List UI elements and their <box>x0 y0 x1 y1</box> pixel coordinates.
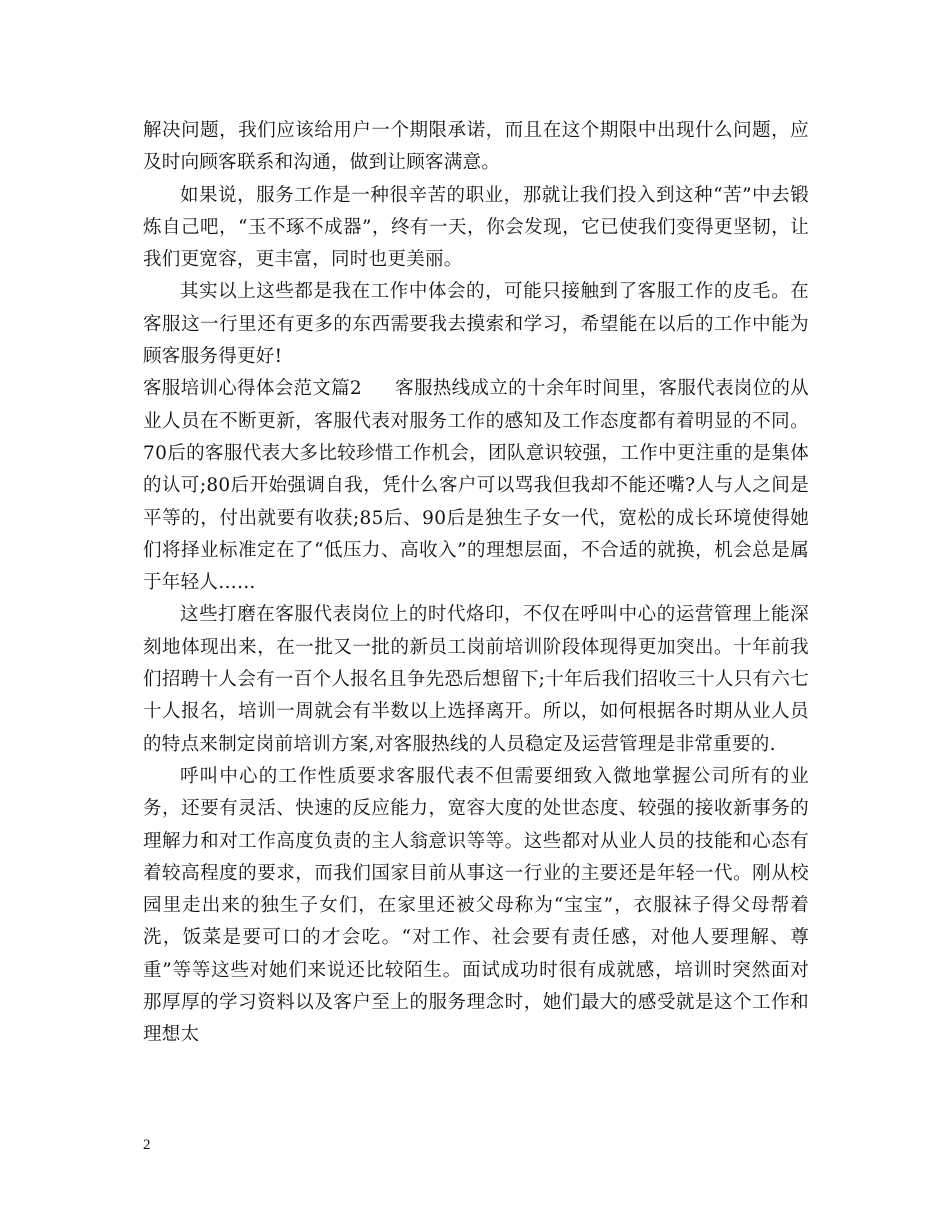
paragraph-5: 这些打磨在客服代表岗位上的时代烙印，不仅在呼叫中心的运营管理上能深刻地体现出来，在一批又一批的新员工岗前培训阶段体现得更加突出。十年前我们招聘十人会有一百个人报名且争先恐后想留下;十年后我们招收三十人只有六七十人报名，培训一周就会有半数以上选择离开。所以，如何根据各时期从业人员的特点来制定岗前培训方案,对客服热线的人员稳定及运营管理是非常重要的. <box>143 604 809 755</box>
body-text <box>143 115 809 1052</box>
paragraph-2: 如果说，服务工作是一种很辛苦的职业，那就让我们投入到这种“苦”中去锻炼自己吧，“玉不琢不成器”，终有一天，你会发现，它已使我们变得更坚韧，让我们更宽容，更丰富，同时也更美丽。 <box>143 184 809 271</box>
paragraph-4-text: 客服热线成立的十余年时间里，客服代表岗位的从业人员在不断更新，客服代表对服务工作的感知及工作态度都有着明显的不同。70后的客服代表大多比较珍惜工作机会，团队意识较强，工作中更注重的是集体的认可;80后开始强调自我，凭什么客户可以骂我但我却不能还嘴?人与人之间是平等的，付出就要有收获;85后、90后是独生子女一代，宽松的成长环境使得她们将择业标准定在了“低压力、高收入”的理想层面，不合适的就换，机会总是属于年轻人…… <box>143 378 809 594</box>
section-heading: 客服培训心得体会范文篇2 <box>143 378 362 400</box>
paragraph-1: 解决问题，我们应该给用户一个期限承诺，而且在这个期限中出现什么问题，应及时向顾客联系和沟通，做到让顾客满意。 <box>143 120 809 174</box>
paragraph-4 <box>143 373 809 599</box>
page-number: 2 <box>143 1137 151 1153</box>
paragraph-6: 呼叫中心的工作性质要求客服代表不但需要细致入微地掌握公司所有的业务，还要有灵活、快速的反应能力，宽容大度的处世态度、较强的接收新事务的理解力和对工作高度负责的主人翁意识等等。这些都对从业人员的技能和心态有着较高程度的要求，而我们国家目前从事这一行业的主要还是年轻一代。刚从校园里走出来的独生子女们，在家里还被父母称为“宝宝”，衣服袜子得父母帮着洗，饭菜是要可口的才会吃。“对工作、社会要有责任感，对他人要理解、尊重”等等这些对她们来说还比较陌生。面试成功时很有成就感，培训时突然面对那厚厚的学习资料以及客户至上的服务理念时，她们最大的感受就是这个工作和理想太 <box>143 765 809 1046</box>
paragraph-3: 其实以上这些都是我在工作中体会的，可能只接触到了客服工作的皮毛。在客服这一行里还有更多的东西需要我去摸索和学习，希望能在以后的工作中能为顾客服务得更好! <box>143 281 809 368</box>
